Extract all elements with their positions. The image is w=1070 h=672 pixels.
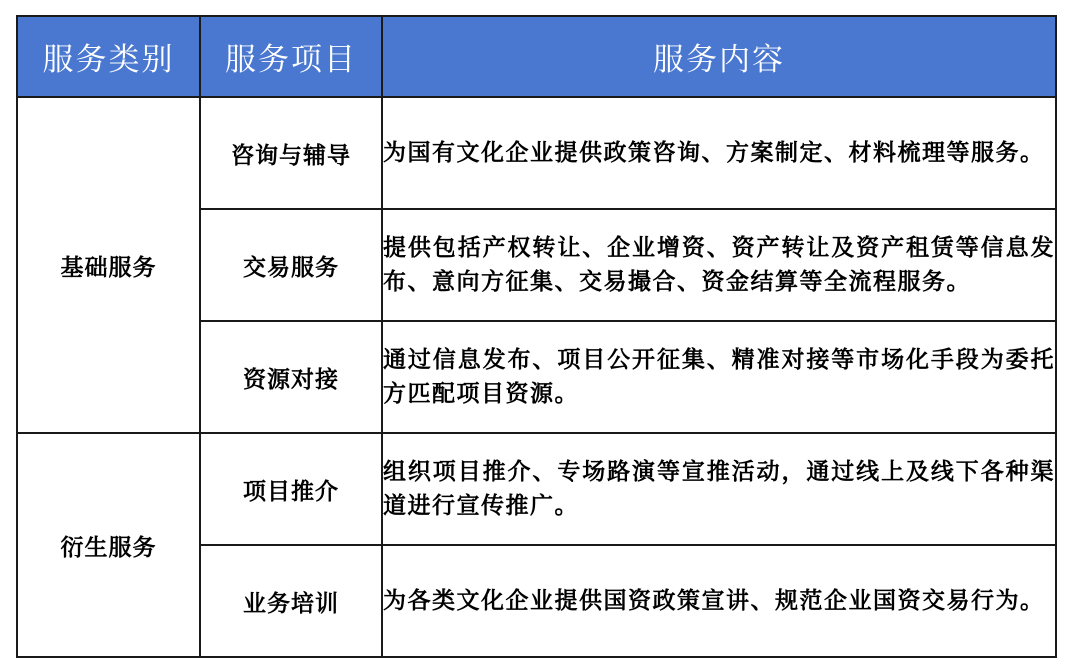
category-basic-services: 基础服务 — [17, 97, 200, 433]
content-resource-matching: 通过信息发布、项目公开征集、精准对接等市场化手段为委托方匹配项目资源。 — [382, 321, 1056, 433]
content-transaction: 提供包括产权转让、企业增资、资产转让及资产租赁等信息发布、意向方征集、交易撮合、资金结算等全流程服务。 — [382, 209, 1056, 321]
content-training: 为各类文化企业提供国资政策宣讲、规范企业国资交易行为。 — [382, 545, 1056, 657]
header-service-item: 服务项目 — [200, 16, 382, 97]
header-service-content: 服务内容 — [382, 16, 1056, 97]
category-derivative-services: 衍生服务 — [17, 433, 200, 657]
header-service-category: 服务类别 — [17, 16, 200, 97]
item-transaction: 交易服务 — [200, 209, 382, 321]
item-consulting: 咨询与辅导 — [200, 97, 382, 209]
item-project-promotion: 项目推介 — [200, 433, 382, 545]
table-row — [17, 433, 1056, 545]
table-body — [17, 97, 1056, 657]
header-row — [17, 16, 1056, 97]
item-resource-matching: 资源对接 — [200, 321, 382, 433]
content-consulting: 为国有文化企业提供政策咨询、方案制定、材料梳理等服务。 — [382, 97, 1056, 209]
table-row — [17, 97, 1056, 209]
table-header — [17, 16, 1056, 97]
services-table — [16, 15, 1057, 658]
item-training: 业务培训 — [200, 545, 382, 657]
content-project-promotion: 组织项目推介、专场路演等宣推活动，通过线上及线下各种渠道进行宣传推广。 — [382, 433, 1056, 545]
